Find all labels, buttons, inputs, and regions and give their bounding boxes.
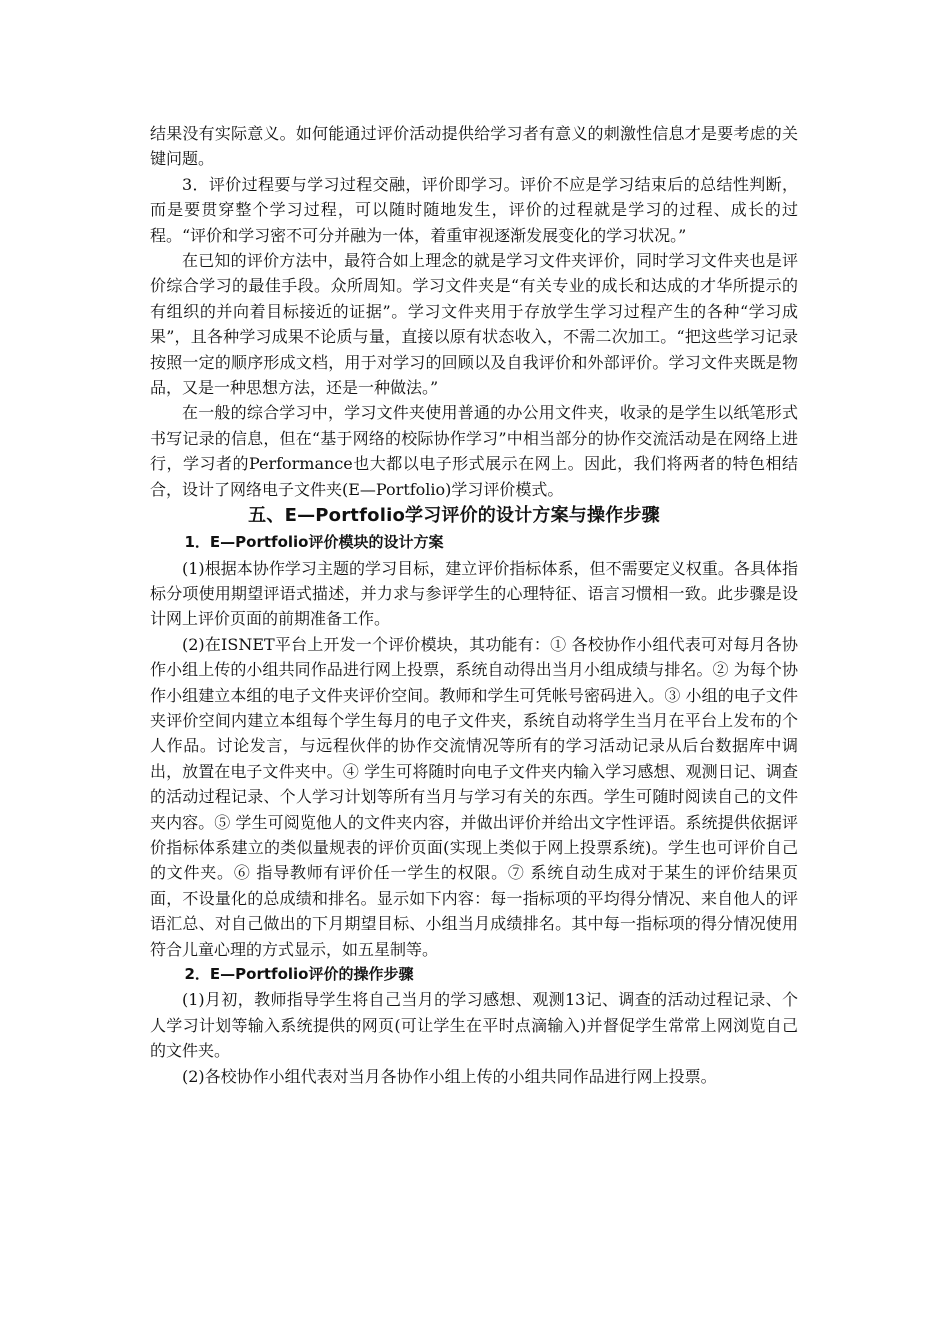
paragraph-principle-3: 3．评价过程要与学习过程交融，评价即学习。评价不应是学习结束后的总结性判断，而是要贯穿整个学习过程，可以随时随地发生，评价的过程就是学习的过程、成长的过程。“评价和学习密不可分并融为一体，着重审视逐渐发展变化的学习状况。” xyxy=(150,174,798,245)
paragraph-e-portfolio-intro: 在一般的综合学习中，学习文件夹使用普通的办公用文件夹，收录的是学生以纸笔形式书写记录的信息，但在“基于网络的校际协作学习”中相当部分的协作交流活动是在网络上进行，学习者的Performance也大都以电子形式展示在网上。因此，我们将两者的特色相结合，设计了网络电子文件夹(E—Portfolio)学习评价模式。 xyxy=(150,403,798,499)
paragraph-portfolio-method: 在已知的评价方法中，最符合如上理念的就是学习文件夹评价，同时学习文件夹也是评价综合学习的最佳手段。众所周知。学习文件夹是“有关专业的成长和达成的才华所提示的有组织的并向着目标接近的证据”。学习文件夹用于存放学生学习过程产生的各种“学习成果”，且各种学习成果不论质与量，直接以原有状态收入，不需二次加工。“把这些学习记录按照一定的顺序形成文档，用于对学习的回顾以及自我评价和外部评价。学习文件夹既是物品，又是一种思想方法，还是一种做法。” xyxy=(150,251,798,398)
subsection-heading-design: 1．E—Portfolio评价模块的设计方案 xyxy=(184,533,444,552)
paragraph-operation-step-1: (1)月初，教师指导学生将自己当月的学习感想、观测13记、调查的活动过程记录、个人学习计划等输入系统提供的网页(可让学生在平时点滴输入)并督促学生常常上网浏览自己的文件夹。 xyxy=(150,990,798,1061)
paragraph-design-step-1: (1)根据本协作学习主题的学习目标，建立评价指标体系，但不需要定义权重。各具体指标分项使用期望评语式描述，并力求与参评学生的心理特征、语言习惯相一致。此步骤是设计网上评价页面的前期准备工作。 xyxy=(150,558,798,629)
paragraph-continued: 结果没有实际意义。如何能通过评价活动提供给学习者有意义的刺激性信息才是要考虑的关键问题。 xyxy=(150,124,798,169)
document-page xyxy=(150,121,798,1089)
subsection-heading-operation: 2．E—Portfolio评价的操作步骤 xyxy=(184,965,414,983)
paragraph-design-step-2: (2)在ISNET平台上开发一个评价模块，其功能有：① 各校协作小组代表可对每月各协作小组上传的小组共同作品进行网上投票，系统自动得出当月小组成绩与排名。② 为每个协作小组建立本组的电子文件夹评价空间。教师和学生可凭帐号密码进入。③ 小组的电子文件夹评价空间内建立本组每个学生每月的电子文件夹，系统自动将学生当月在平台上发布的个人作品。讨论发言，与远程伙伴的协作交流情况等所有的学习活动记录从后台数据库中调出，放置在电子文件夹中。④ 学生可将随时向电子文件夹内输入学习感想、观测日记、调查的活动过程记录、个人学习计划等所有当月与学习有关的东西。学生可随时阅读自己的文件夹内容。⑤ 学生可阅览他人的文件夹内容，并做出评价并给出文字性评语。系统提供依据评价指标体系建立的类似量规表的评价页面(实现上类似于网上投票系统)。学生也可评价自己的文件夹。⑥ 指导教师有评价任一学生的权限。⑦ 系统自动生成对于某生的评价结果页面，不设量化的总成绩和排名。显示如下内容：每一指标项的平均得分情况、来自他人的评语汇总、对自己做出的下月期望目标、小组当月成绩排名。其中每一指标项的得分情况使用符合儿童心理的方式显示，如五星制等。 xyxy=(150,634,798,959)
section-heading: 五、E—Portfolio学习评价的设计方案与操作步骤 xyxy=(248,505,660,527)
paragraph-operation-step-2: (2)各校协作小组代表对当月各协作小组上传的小组共同作品进行网上投票。 xyxy=(182,1066,717,1086)
